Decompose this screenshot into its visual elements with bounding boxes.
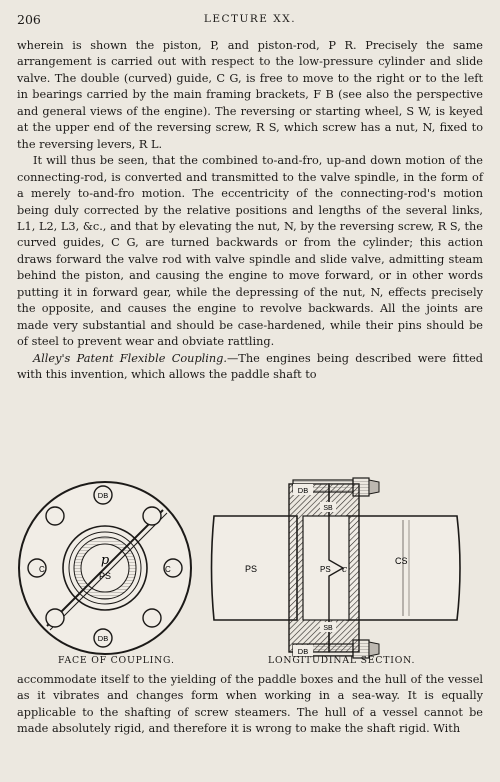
label-c-italic: c — [342, 565, 348, 575]
label-c: C — [165, 565, 171, 574]
label-db: DB — [97, 491, 109, 500]
label-db: DB — [297, 486, 309, 495]
coupling-figure — [17, 460, 483, 668]
label-db: DB — [97, 634, 109, 643]
label-c: C — [39, 565, 45, 574]
body-text-top — [17, 38, 483, 384]
page-number: 206 — [17, 12, 41, 27]
label-sb: SB — [323, 505, 333, 512]
section-intro: —The engines being described were fitted with this invention, which allows the paddle shaft to — [17, 351, 483, 382]
paragraph — [17, 351, 483, 384]
section-caption: LONGITUDINAL SECTION. — [268, 655, 416, 666]
longitudinal-section-drawing — [212, 478, 461, 658]
body-text-bottom — [17, 672, 483, 738]
label-db: DB — [297, 647, 309, 656]
label-ps: PS — [245, 564, 258, 574]
paragraph: accommodate itself to the yielding of the paddle boxes and the hull of the vessel as it vibrates and changes form when working in a sea-way. It is equally applicable to the shafting of screw steamers. The hull of a vessel cannot be made absolutely rigid, and therefore it is wrong to make the shaft rigid. With — [17, 673, 483, 736]
paragraph: It will thus be seen, that the combined to-and-fro, up-and down motion of the connecting-rod, is converted and transmitted to the valve spindle, in the form of a merely to-and-fro motion. The eccentricity of the connecting-rod's motion being duly corrected by the relative positions and lengths of the several links, L1, L2, L3, &c., and that by elevating the nut, N, by the reversing screw, R S, the curved guides, C G, are turned backwards or from the cylinder; this action draws forward the valve rod with valve spindle and slide valve, admitting steam behind the piston, and causing the engine to move forward, or in other words putting it in forward gear, while the depressing of the nut, N, effects precisely the opposite, and causes the engine to revolve backwards. All the joints are made very substantial and should be case-hardened, while their pins should be of steel to prevent wear and obviate rattling. — [17, 154, 483, 349]
page-header — [17, 12, 483, 28]
face-of-coupling-drawing — [19, 482, 191, 654]
label-cs: CS — [395, 556, 408, 566]
label-ps: PS — [320, 565, 331, 574]
label-sb: SB — [323, 625, 333, 632]
paragraph: wherein is shown the piston, P, and piston-rod, P R. Precisely the same arrangement is carried out with respect to the low-pressure cylinder and slide valve. The double (curved) guide, C G, is free to move to the right or to the left in bearings carried by the main framing brackets, F B (see also the perspective and general views of the engine). The reversing or starting wheel, S W, is keyed at the upper end of the reversing screw, R S, which screw has a nut, N, fixed to the reversing levers, R L. — [17, 39, 483, 151]
face-caption: FACE OF COUPLING. — [58, 655, 175, 666]
label-p: p — [100, 553, 110, 568]
running-title: LECTURE XX. — [203, 13, 297, 25]
label-ps: PS — [98, 571, 112, 581]
section-heading: Alley's Patent Flexible Coupling. — [33, 351, 227, 365]
